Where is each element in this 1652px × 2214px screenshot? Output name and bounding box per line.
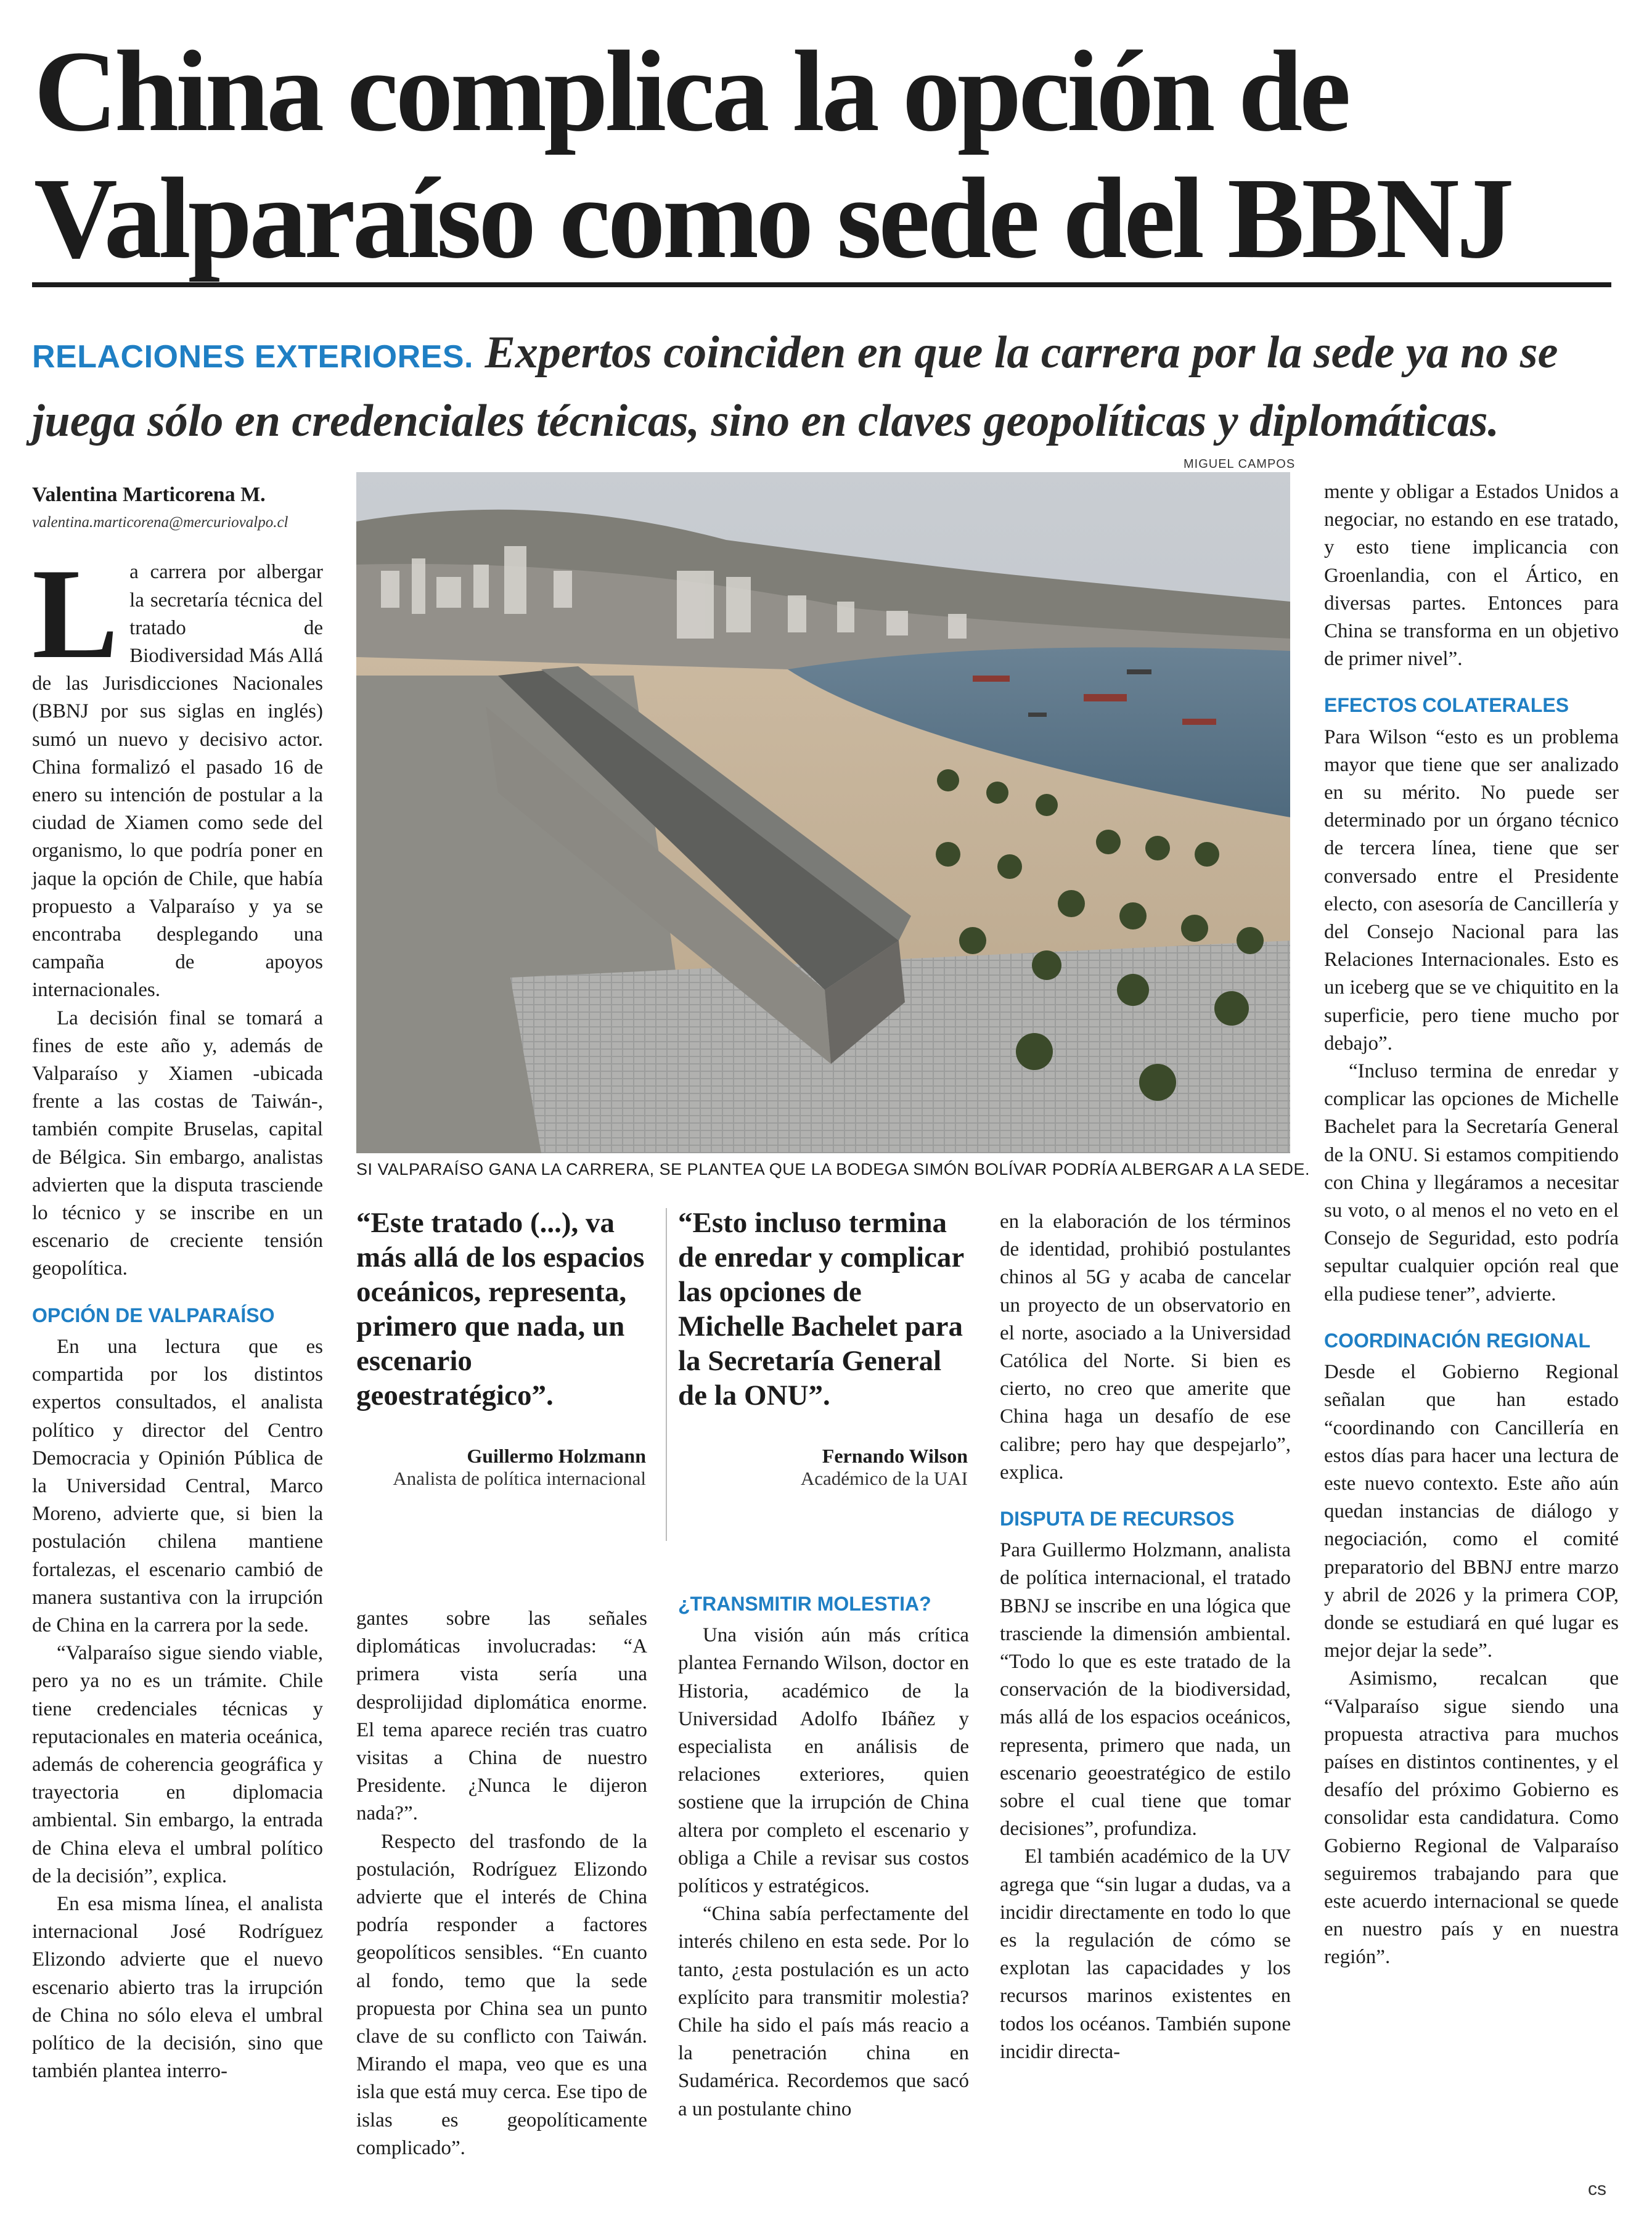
pull-quote-role: Analista de política internacional bbox=[393, 1468, 646, 1489]
paragraph: Respecto del trasfondo de la postulación, Rodríguez Elizondo advierte que el interés de China podría responder a factores geopolíticos sensibles. “En cuanto al fondo, temo que la sede propuesta por China sea un punto clave de su conflicto con Taiwán. Mirando el mapa, veo que es una isla que está muy cerca. Ese tipo de islas es geopolíticamente complicado”. bbox=[356, 1830, 647, 2159]
section-label: RELACIONES EXTERIORES. bbox=[32, 339, 473, 375]
paragraph: Desde el Gobierno Regional señalan que han estado “coordinando con Cancillería en estos días para hacer una lectura de este nuevo contexto. Este año aún quedan instancias de diálogo y negociación, como el comité preparatorio del BBNJ entre marzo y abril de 2026 y la primera COP, donde se estudiará en qué lugar es mejor dejar la sede”. bbox=[1324, 1361, 1619, 1662]
paragraph: La carrera por albergar la secretaría técnica del tratado de Biodiversidad Más Allá de las Jurisdicciones Nacionales (BBNJ por sus siglas en inglés) sumó un nuevo y decisivo actor. China formalizó el pasado 16 de enero su intención de postular a la ciudad de Xiamen como sede del organismo, lo que podría poner en jaque la opción de Chile, que había propuesto a Valparaíso y ya se encontraba desplegando una campaña de apoyos internacionales. bbox=[32, 542, 323, 1002]
column-4 bbox=[1000, 1208, 1291, 2066]
pull-quote-name: Fernando Wilson bbox=[822, 1445, 968, 1467]
subhead-coordinacion-regional: COORDINACIÓN REGIONAL bbox=[1324, 1329, 1590, 1352]
deck-line-2: juega sólo en credenciales técnicas, sino en claves geopolíticas y diplomáticas. bbox=[32, 396, 1500, 446]
column-3 bbox=[678, 1590, 969, 2123]
pull-quote-role: Académico de la UAI bbox=[800, 1468, 968, 1489]
column-2 bbox=[356, 1605, 647, 2162]
paragraph: mente y obligar a Estados Unidos a negociar, no estando en ese tratado, y esto tiene implicancia con Groenlandia, con el Ártico, en diversas partes. Entonces para China se transforma en un objetivo de primer nivel”. bbox=[1324, 481, 1619, 671]
column-divider bbox=[666, 1208, 667, 1541]
paragraph: Una visión aún más crítica plantea Fernando Wilson, doctor en Historia, académico de la Universidad Adolfo Ibáñez y especialista en análisis de relaciones exteriores, quien sostiene que la irrupción de China altera por completo el escenario y obliga a Chile a revisar sus costos políticos y estratégicos. bbox=[678, 1624, 969, 1898]
headline-line-2: Valparaíso como sede del BBNJ bbox=[34, 153, 1511, 282]
port-photo-illustration bbox=[356, 472, 1290, 1153]
byline-email: valentina.marticorena@mercuriovalpo.cl bbox=[32, 514, 288, 531]
paragraph: “China sabía perfectamente del interés chileno en esta sede. Por lo tanto, ¿esta postulación es un acto explícito para transmitir molestia? Chile ha sido el país más reacio a la penetración china en Sudamérica. Recordemos que sacó a un postulante chino bbox=[678, 1903, 969, 2120]
paragraph: Para Wilson “esto es un problema mayor que tiene que ser analizado en su mérito. No puede ser determinado por un órgano técnico de tercera línea, tiene que ser conversado entre el Presidente electo, con asesoría de Cancillería y del Consejo Nacional para las Relaciones Internacionales. Esto es un iceberg que se ve chiquitito en la superficie, pero tiene mucho por debajo”. bbox=[1324, 725, 1619, 1055]
pull-quote-text: “Esto incluso termina de enredar y complicar las opciones de Michelle Bachelet para la Secretaría General de la ONU”. bbox=[678, 1207, 964, 1411]
photo-credit: MIGUEL CAMPOS bbox=[1184, 457, 1296, 471]
photo-caption: SI VALPARAÍSO GANA LA CARRERA, SE PLANTEA QUE LA BODEGA SIMÓN BOLÍVAR PODRÍA ALBERGAR A LA SEDE. bbox=[356, 1160, 1311, 1178]
subhead-opcion-valparaiso: OPCIÓN DE VALPARAÍSO bbox=[32, 1304, 275, 1326]
pull-quote-holzmann bbox=[356, 1206, 646, 1490]
column-5 bbox=[1324, 478, 1619, 1972]
deck-line-1: Expertos coinciden en que la carrera por la sede ya no se bbox=[485, 327, 1558, 378]
deck bbox=[32, 321, 1635, 453]
paragraph: En una lectura que es compartida por los distintos expertos consultados, el analista político y director del Centro Democracia y Opinión Pública de la Universidad Central, Marco Moreno, advierte que, si bien la postulación chilena mantiene fortalezas, el escenario cambió de manera sustantiva con la irrupción de China en la carrera por la sede. bbox=[32, 1335, 323, 1636]
pull-quote-wilson bbox=[678, 1206, 968, 1490]
paragraph: La decisión final se tomará a fines de este año y, además de Valparaíso y Xiamen -ubicada frente a las costas de Taiwán-, también compite Bruselas, capital de Bélgica. Sin embargo, analistas advierten que la disputa trasciende lo técnico y se inscribe en un escenario de creciente tensión geopolítica. bbox=[32, 1007, 323, 1280]
byline-name: Valentina Marticorena M. bbox=[32, 483, 266, 506]
paragraph: “Incluso termina de enredar y complicar las opciones de Michelle Bachelet para la Secretaría General de la ONU. Si estamos compitiendo con China y llegáramos a necesitar su voto, o al menos el no veto en el Consejo de Seguridad, esto podría sepultar cualquier opción real que ella pudiese tener”, advierte. bbox=[1324, 1060, 1619, 1305]
pull-quote-text: “Este tratado (...), va más allá de los espacios oceánicos, representa, primero que nada, un escenario geoestratégico”. bbox=[356, 1207, 645, 1411]
drop-cap: L bbox=[32, 542, 119, 686]
paragraph: El también académico de la UV agrega que “sin lugar a dudas, va a incidir directamente en todo lo que es la regulación de cómo se explotan las capacidades y los recursos marinos existentes en todos los océanos. También supone incidir directa- bbox=[1000, 1845, 1291, 2063]
headline bbox=[34, 28, 1612, 282]
article-photo bbox=[356, 472, 1290, 1153]
paragraph: Para Guillermo Holzmann, analista de política internacional, el tratado BBNJ se inscribe en una lógica que trasciende la dimensión ambiental. “Todo lo que es este tratado de la conservación de la biodiversidad, más allá de los espacios oceánicos, representa, primero que nada, un escenario geoestratégico de estilo sobre el cual tiene que tomar decisiones”, profundiza. bbox=[1000, 1539, 1291, 1840]
pull-quote-name: Guillermo Holzmann bbox=[467, 1445, 646, 1467]
paragraph: en la elaboración de los términos de identidad, prohibió postulantes chinos al 5G y acaba de cancelar un proyecto de un observatorio en el norte, asociado a la Universidad Católica del Norte. Si bien es cierto, no creo que amerite que China haga un desafío de ese calibre; pero hay que despejarlo”, explica. bbox=[1000, 1211, 1291, 1484]
headline-rule bbox=[32, 282, 1611, 287]
subhead-disputa-recursos: DISPUTA DE RECURSOS bbox=[1000, 1508, 1235, 1530]
paragraph: En esa misma línea, el analista internacional José Rodríguez Elizondo advierte que el nuevo escenario abierto tras la irrupción de China no sólo eleva el umbral político de la decisión, sino que también plantea interro- bbox=[32, 1892, 323, 2083]
column-1 bbox=[32, 481, 323, 2085]
paragraph: “Valparaíso sigue siendo viable, pero ya no es un trámite. Chile tiene credenciales técnicas y reputacionales en materia oceánica, además de coherencia geográfica y trayectoria en diplomacia ambiental. Sin embargo, la entrada de China eleva el umbral político de la decisión”, explica. bbox=[32, 1642, 323, 1887]
subhead-efectos-colaterales: EFECTOS COLATERALES bbox=[1324, 694, 1569, 717]
subhead-transmitir-molestia: ¿TRANSMITIR MOLESTIA? bbox=[678, 1593, 931, 1615]
headline-line-1: China complica la opción de bbox=[34, 27, 1348, 155]
paragraph: Asimismo, recalcan que “Valparaíso sigue siendo una propuesta atractiva para muchos países en distintos continentes, y el desafío del próximo Gobierno es consolidar esta candidatura. Como Gobierno Regional de Valparaíso seguiremos trabajando para que este acuerdo internacional se quede en nuestro país y en nuestra región”. bbox=[1324, 1667, 1619, 1969]
end-mark-icon: cs bbox=[1588, 2179, 1606, 2199]
paragraph: gantes sobre las señales diplomáticas involucradas: “A primera vista sería una desprolijidad diplomática enorme. El tema aparece recién tras cuatro visitas a China de nuestro Presidente. ¿Nunca le dijeron nada?”. bbox=[356, 1607, 647, 1825]
